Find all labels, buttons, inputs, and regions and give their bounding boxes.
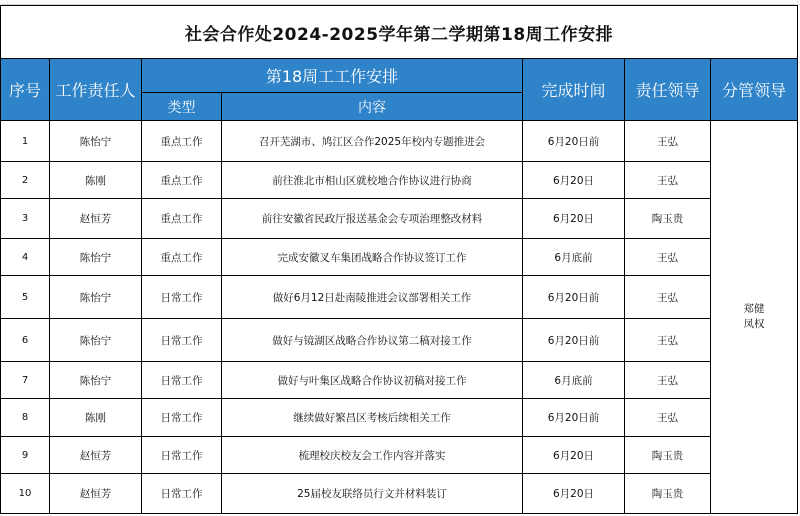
table-row bbox=[1, 239, 798, 276]
table-row bbox=[1, 437, 798, 474]
row-owner[interactable]: 陈怡宁 bbox=[50, 239, 142, 276]
table-row bbox=[1, 121, 798, 162]
supervisor-cell[interactable] bbox=[711, 121, 798, 514]
row-owner[interactable]: 赵恒芳 bbox=[50, 199, 142, 239]
row-type[interactable]: 日常工作 bbox=[142, 362, 222, 399]
row-owner[interactable]: 陈怡宁 bbox=[50, 319, 142, 362]
row-content[interactable]: 继续做好繁昌区考核后续相关工作 bbox=[222, 399, 523, 437]
row-type[interactable]: 重点工作 bbox=[142, 239, 222, 276]
row-seq[interactable]: 8 bbox=[1, 399, 50, 437]
row-deadline[interactable]: 6月20日 bbox=[523, 474, 625, 514]
header-type[interactable]: 类型 bbox=[142, 93, 222, 121]
table-row bbox=[1, 362, 798, 399]
row-type[interactable]: 日常工作 bbox=[142, 319, 222, 362]
table-body bbox=[1, 121, 798, 514]
row-owner[interactable]: 赵恒芳 bbox=[50, 474, 142, 514]
header-owner[interactable]: 工作责任人 bbox=[50, 59, 142, 121]
row-deadline[interactable]: 6月底前 bbox=[523, 239, 625, 276]
row-seq[interactable]: 1 bbox=[1, 121, 50, 162]
row-leader[interactable]: 王弘 bbox=[625, 276, 711, 319]
row-type[interactable]: 重点工作 bbox=[142, 199, 222, 239]
row-seq[interactable]: 5 bbox=[1, 276, 50, 319]
row-deadline[interactable]: 6月20日前 bbox=[523, 276, 625, 319]
row-leader[interactable]: 陶玉贵 bbox=[625, 474, 711, 514]
row-deadline[interactable]: 6月20日前 bbox=[523, 399, 625, 437]
table-row bbox=[1, 199, 798, 239]
row-leader[interactable]: 王弘 bbox=[625, 362, 711, 399]
supervisor-name: 凤权 bbox=[743, 318, 765, 330]
row-owner[interactable]: 陈怡宁 bbox=[50, 276, 142, 319]
row-seq[interactable]: 2 bbox=[1, 162, 50, 199]
row-content[interactable]: 做好与叶集区战略合作协议初稿对接工作 bbox=[222, 362, 523, 399]
row-leader[interactable]: 王弘 bbox=[625, 399, 711, 437]
row-owner[interactable]: 陈怡宁 bbox=[50, 362, 142, 399]
row-leader[interactable]: 陶玉贵 bbox=[625, 437, 711, 474]
row-type[interactable]: 日常工作 bbox=[142, 276, 222, 319]
row-leader[interactable]: 陶玉贵 bbox=[625, 199, 711, 239]
row-content[interactable]: 做好与镜湖区战略合作协议第二稿对接工作 bbox=[222, 319, 523, 362]
row-owner[interactable]: 赵恒芳 bbox=[50, 437, 142, 474]
row-deadline[interactable]: 6月20日 bbox=[523, 162, 625, 199]
row-deadline[interactable]: 6月20日 bbox=[523, 199, 625, 239]
supervisor-name: 郑健 bbox=[743, 303, 765, 315]
header-supervisor[interactable]: 分管领导 bbox=[711, 59, 798, 121]
row-content[interactable]: 梳理校庆校友会工作内容并落实 bbox=[222, 437, 523, 474]
table-row bbox=[1, 162, 798, 199]
row-content[interactable]: 召开芜湖市、鸠江区合作2025年校内专题推进会 bbox=[222, 121, 523, 162]
header-leader[interactable]: 责任领导 bbox=[625, 59, 711, 121]
header-week-plan[interactable]: 第18周工工作安排 bbox=[142, 59, 523, 93]
row-leader[interactable]: 王弘 bbox=[625, 162, 711, 199]
sheet-title[interactable]: 社会合作处2024-2025学年第二学期第18周工作安排 bbox=[1, 6, 798, 59]
row-deadline[interactable]: 6月底前 bbox=[523, 362, 625, 399]
table-row bbox=[1, 319, 798, 362]
row-content[interactable]: 做好6月12日赴南陵推进会议部署相关工作 bbox=[222, 276, 523, 319]
row-type[interactable]: 重点工作 bbox=[142, 162, 222, 199]
row-seq[interactable]: 7 bbox=[1, 362, 50, 399]
row-seq[interactable]: 4 bbox=[1, 239, 50, 276]
row-content[interactable]: 前往安徽省民政厅报送基金会专项治理整改材料 bbox=[222, 199, 523, 239]
schedule-table bbox=[0, 5, 798, 514]
table-row bbox=[1, 474, 798, 514]
row-content[interactable]: 25届校友联络员行文并材料装订 bbox=[222, 474, 523, 514]
header-deadline[interactable]: 完成时间 bbox=[523, 59, 625, 121]
header-seq[interactable]: 序号 bbox=[1, 59, 50, 121]
row-owner[interactable]: 陈刚 bbox=[50, 162, 142, 199]
row-seq[interactable]: 9 bbox=[1, 437, 50, 474]
row-content[interactable]: 完成安徽叉车集团战略合作协议签订工作 bbox=[222, 239, 523, 276]
row-owner[interactable]: 陈怡宁 bbox=[50, 121, 142, 162]
header-content[interactable]: 内容 bbox=[222, 93, 523, 121]
row-type[interactable]: 日常工作 bbox=[142, 474, 222, 514]
row-owner[interactable]: 陈刚 bbox=[50, 399, 142, 437]
row-deadline[interactable]: 6月20日前 bbox=[523, 319, 625, 362]
row-type[interactable]: 日常工作 bbox=[142, 437, 222, 474]
row-deadline[interactable]: 6月20日 bbox=[523, 437, 625, 474]
row-seq[interactable]: 3 bbox=[1, 199, 50, 239]
row-leader[interactable]: 王弘 bbox=[625, 239, 711, 276]
row-leader[interactable]: 王弘 bbox=[625, 121, 711, 162]
row-type[interactable]: 重点工作 bbox=[142, 121, 222, 162]
row-type[interactable]: 日常工作 bbox=[142, 399, 222, 437]
row-leader[interactable]: 王弘 bbox=[625, 319, 711, 362]
row-content[interactable]: 前往淮北市相山区就校地合作协议进行协商 bbox=[222, 162, 523, 199]
row-deadline[interactable]: 6月20日前 bbox=[523, 121, 625, 162]
row-seq[interactable]: 10 bbox=[1, 474, 50, 514]
table-row bbox=[1, 276, 798, 319]
row-seq[interactable]: 6 bbox=[1, 319, 50, 362]
table-row bbox=[1, 399, 798, 437]
